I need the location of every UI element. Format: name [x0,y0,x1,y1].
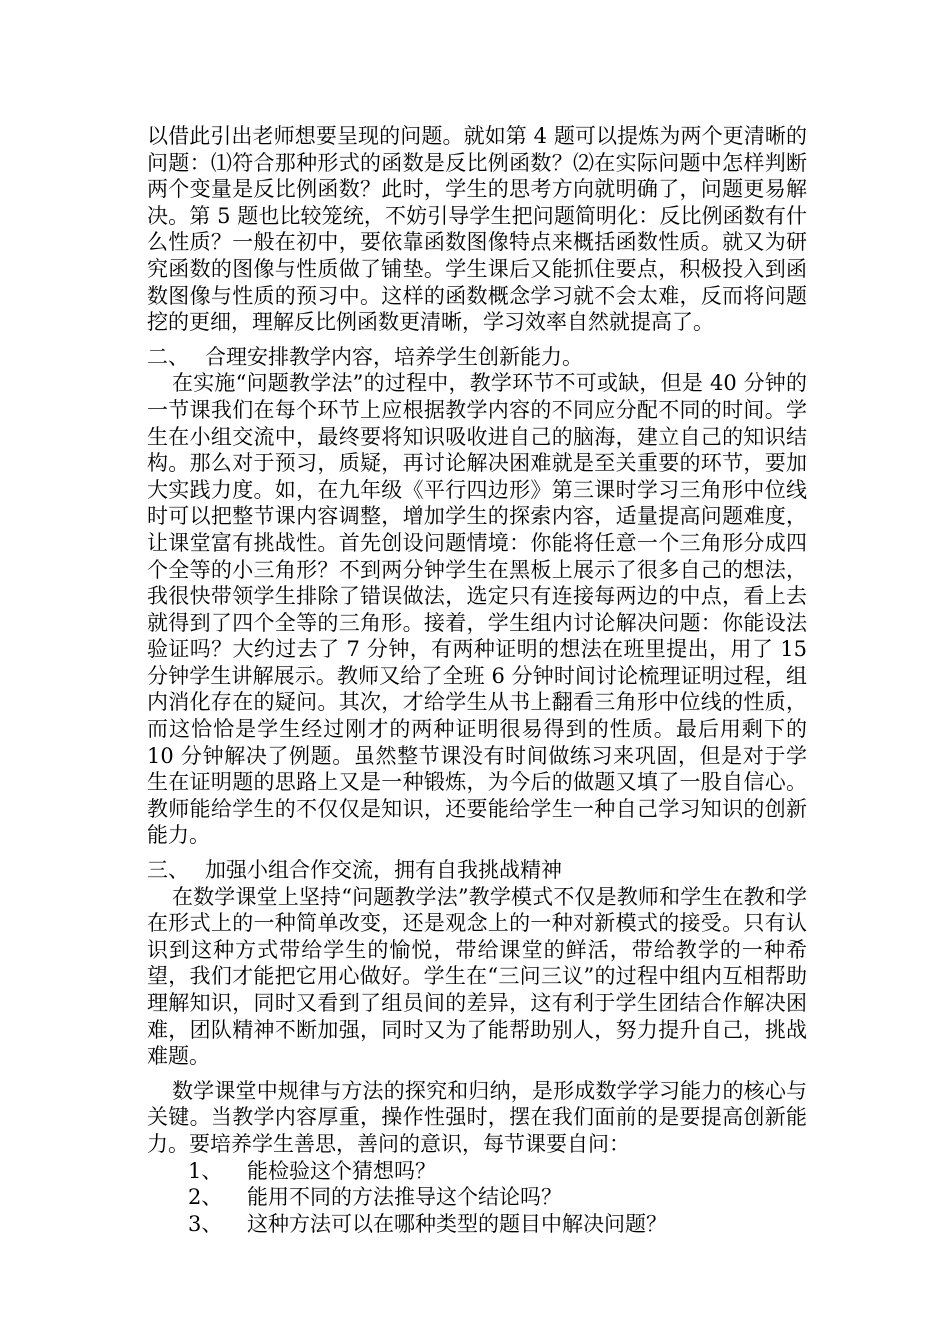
list-item-number: 2、 [188,1185,223,1210]
closing-paragraph: 数学课堂中规律与方法的探究和归纳，是形成数学学习能力的核心与关键。当教学内容厚重，操作性强时，摆在我们面前的是要提高创新能力。要培养学生善思，善问的意识，每节课要自问： [147,1078,807,1156]
list-item [147,1184,807,1211]
section-2-heading [147,344,807,371]
section-3-number: 三、 [147,858,189,883]
section-3-body: 在数学课堂上坚持“问题教学法”教学模式不仅是教师和学生在教和学在形式上的一种简单改变，还是观念上的一种对新模式的接受。只有认识到这种方式带给学生的愉悦，带给课堂的鲜活，带给教学的一种希望，我们才能把它用心做好。学生在“三问三议”的过程中组内互相帮助理解知识，同时又看到了组员间的差异，这有利于学生团结合作解决困难，团队精神不断加强，同时又为了能帮助别人，努力提升自己，挑战难题。 [147,884,807,1069]
section-2-title: 合理安排教学内容，培养学生创新能力。 [205,344,583,369]
section-2-body: 在实施“问题教学法”的过程中，教学环节不可或缺，但是 40 分钟的一节课我们在每个环节上应根据教学内容的不同应分配不同的时间。学生在小组交流中，最终要将知识吸收进自己的脑海，建立自己的知识结构。那么对于预习，质疑，再讨论解决困难就是至关重要的环节，要加大实践力度。如，在九年级《平行四边形》第三课时学习三角形中位线时可以把整节课内容调整，增加学生的探索内容，适量提高问题难度，让课堂富有挑战性。首先创设问题情境：你能将任意一个三角形分成四个全等的小三角形？不到两分钟学生在黑板上展示了很多自己的想法，我很快带领学生排除了错误做法，选定只有连接每两边的中点，看上去就得到了四个全等的三角形。接着，学生组内讨论解决问题：你能设法验证吗？大约过去了 7 分钟，有两种证明的想法在班里提出，用了 15 分钟学生讲解展示。教师又给了全班 6 分钟时间讨论梳理证明过程，组内消化存在的疑问。其次，才给学生从书上翻看三角形中位线的性质，而这恰恰是学生经过刚才的两种证明很易得到的性质。最后用剩下的 10 分钟解决了例题。虽然整节课没有时间做练习来巩固，但是对于学生在证明题的思路上又是一种锻炼，为今后的做题又填了一股自信心。教师能给学生的不仅仅是知识，还要能给学生一种自己学习知识的创新能力。 [147,371,807,848]
intro-paragraph: 以借此引出老师想要呈现的问题。就如第 4 题可以提炼为两个更清晰的问题：⑴符合那种形式的函数是反比例函数？⑵在实际问题中怎样判断两个变量是反比例函数？此时，学生的思考方向就明确了，问题更易解决。第 5 题也比较笼统，不妨引导学生把问题简明化：反比例函数有什么性质？一般在初中，要依靠函数图像特点来概括函数性质。就又为研究函数的图像与性质做了铺垫。学生课后又能抓住要点，积极投入到函数图像与性质的预习中。这样的函数概念学习就不会太难，反而将问题挖的更细，理解反比例函数更清晰，学习效率自然就提高了。 [147,124,807,335]
section-2-number: 二、 [147,344,189,369]
list-item [147,1158,807,1185]
list-item-text: 能检验这个猜想吗？ [247,1158,436,1183]
list-item-text: 能用不同的方法推导这个结论吗？ [247,1185,562,1210]
list-item-number: 3、 [188,1211,223,1236]
list-item [147,1211,807,1238]
section-2 [147,344,807,849]
section-3-heading [147,857,807,884]
question-list [147,1158,807,1238]
section-3 [147,857,807,1070]
section-3-title: 加强小组合作交流，拥有自我挑战精神 [205,858,562,883]
document-page [147,123,807,1237]
list-item-text: 这种方法可以在哪种类型的题目中解决问题？ [247,1211,667,1236]
list-item-number: 1、 [188,1158,223,1183]
